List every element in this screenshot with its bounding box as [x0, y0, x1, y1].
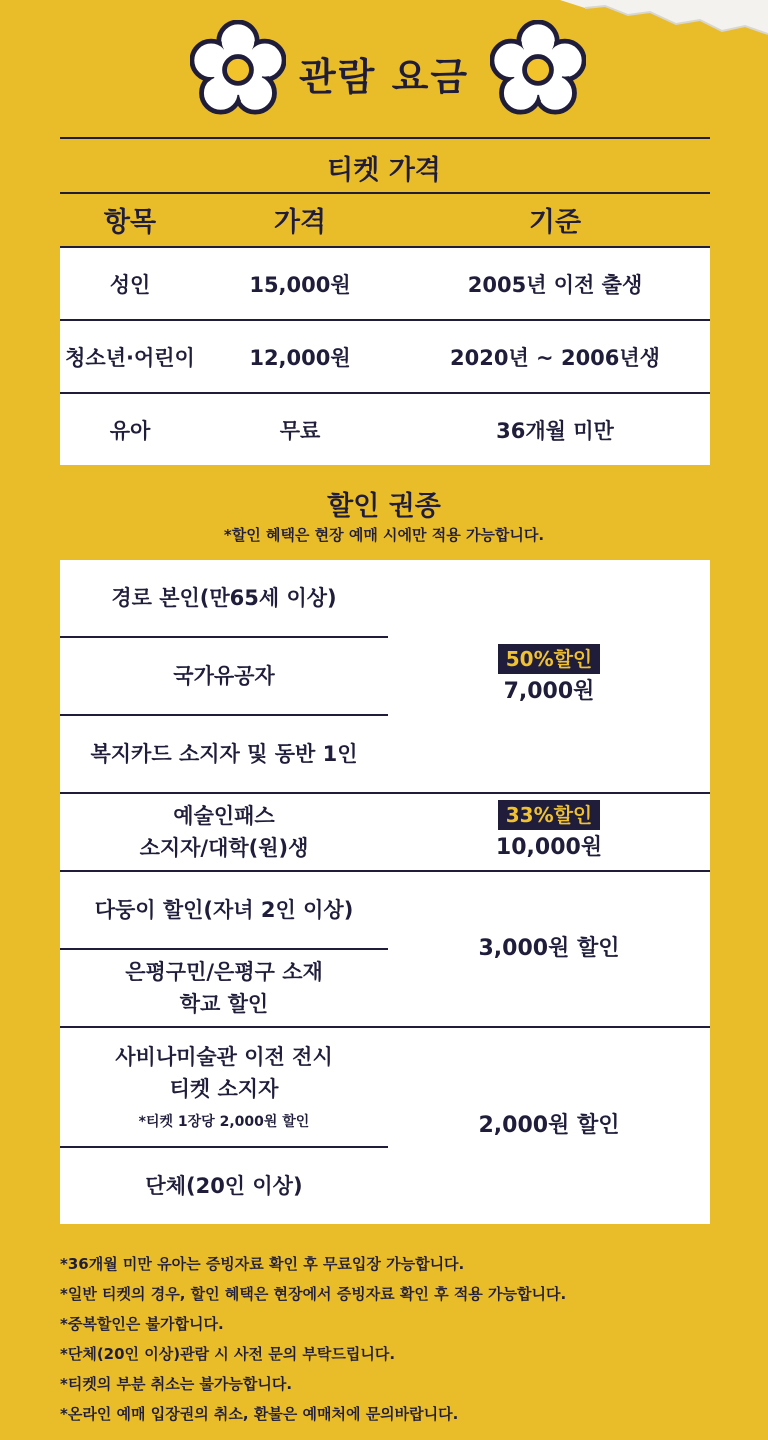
- discount-group: [60, 872, 710, 1028]
- note-item: *티켓의 부분 취소는 불가능합니다.: [60, 1375, 293, 1393]
- discount-item: 사비나미술관 이전 전시 티켓 소지자 *티켓 1장당 2,000원 할인: [60, 1028, 388, 1146]
- discount-item: 경로 본인(만65세 이상): [111, 586, 337, 610]
- ticket-price: 15,000원: [249, 272, 351, 297]
- ticket-price: 12,000원: [249, 345, 351, 370]
- column-header-item: 항목: [103, 207, 157, 238]
- discount-table: [60, 560, 710, 1224]
- discount-badge: 33%할인: [498, 800, 601, 830]
- discount-item-note: *티켓 1장당 2,000원 할인: [138, 1114, 310, 1130]
- ticket-price-title: 티켓 가격: [327, 155, 441, 186]
- discount-group: [60, 560, 710, 794]
- notes-list: [60, 1250, 740, 1430]
- discount-value: [388, 1028, 710, 1224]
- table-row: [60, 248, 710, 321]
- flower-icon: [490, 20, 586, 116]
- column-header-price: 가격: [273, 207, 327, 238]
- discount-price: 3,000원 할인: [478, 936, 620, 961]
- column-header-criteria: 기준: [528, 207, 582, 238]
- note-item: *온라인 예매 입장권의 취소, 환불은 예매처에 문의바랍니다.: [60, 1405, 459, 1423]
- discount-note: *할인 혜택은 현장 예매 시에만 적용 가능합니다.: [223, 526, 545, 544]
- note-item: *단체(20인 이상)관람 시 사전 문의 부탁드립니다.: [60, 1345, 396, 1363]
- discount-price: 7,000원: [503, 679, 595, 704]
- header: [0, 12, 768, 122]
- ticket-criteria: 2020년 ~ 2006년생: [450, 345, 660, 370]
- discount-item: 단체(20인 이상): [60, 1146, 388, 1224]
- ticket-type: 청소년·어린이: [65, 345, 195, 370]
- note-item: *중복할인은 불가합니다.: [60, 1315, 224, 1333]
- discount-price: 10,000원: [495, 835, 603, 860]
- ticket-criteria: 2005년 이전 출생: [467, 272, 643, 297]
- discount-item: 다둥이 할인(자녀 2인 이상): [94, 898, 354, 922]
- divider: [60, 137, 710, 139]
- discount-item: 국가유공자: [60, 636, 388, 714]
- discount-item: 예술인패스 소지자/대학(원)생: [139, 804, 309, 860]
- table-row: [60, 321, 710, 394]
- discount-group: [60, 1028, 710, 1224]
- note-item: *36개월 미만 유아는 증빙자료 확인 후 무료입장 가능합니다.: [60, 1255, 465, 1273]
- ticket-type: 성인: [109, 272, 151, 297]
- discount-item: 복지카드 소지자 및 동반 1인: [60, 714, 388, 792]
- discount-value: [388, 872, 710, 1026]
- ticket-price: 무료: [279, 418, 321, 443]
- discount-group: [60, 794, 710, 872]
- discount-value: [388, 560, 710, 792]
- note-item: *일반 티켓의 경우, 할인 혜택은 현장에서 증빙자료 확인 후 적용 가능합니다.: [60, 1285, 567, 1303]
- discount-title: 할인 권종: [327, 491, 441, 522]
- ticket-criteria: 36개월 미만: [496, 418, 614, 443]
- discount-value: [388, 794, 710, 870]
- ticket-type: 유아: [109, 418, 151, 443]
- divider: [60, 192, 710, 194]
- table-row: [60, 394, 710, 465]
- discount-price: 2,000원 할인: [478, 1113, 620, 1138]
- discount-item: 은평구민/은평구 소재 학교 할인: [60, 948, 388, 1026]
- page-title: 관람 요금: [298, 55, 470, 99]
- discount-badge: 50%할인: [498, 644, 601, 674]
- ticket-price-table: [60, 248, 710, 465]
